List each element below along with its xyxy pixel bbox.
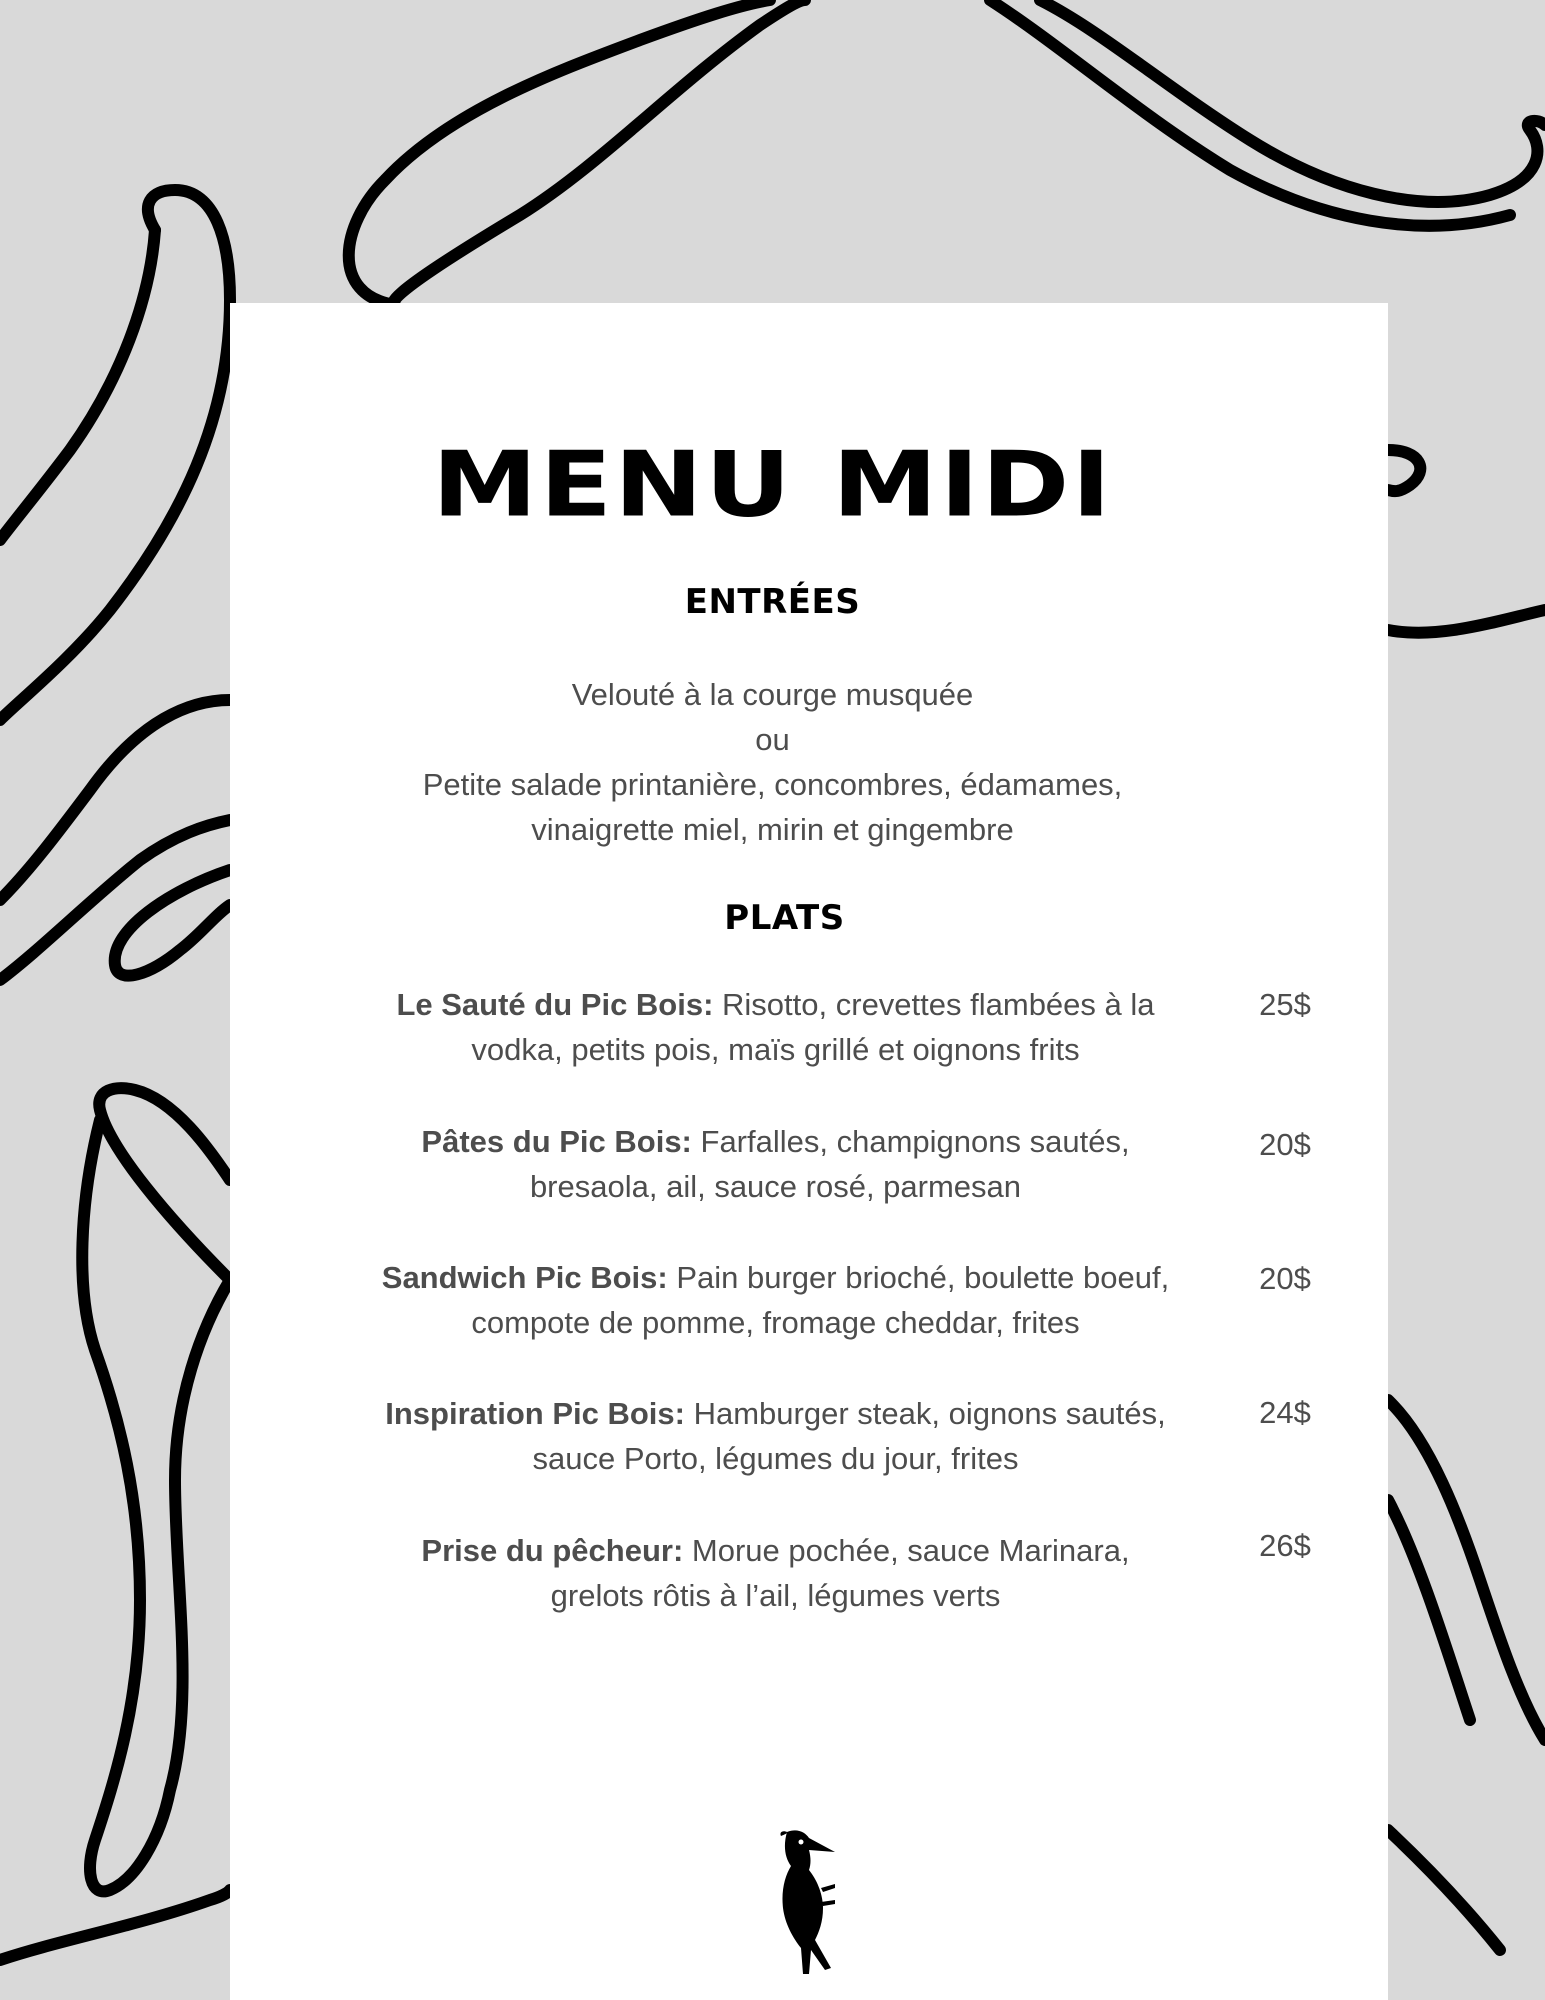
entree-line: Velouté à la courge musquée: [571, 677, 974, 712]
dish-item: [323, 982, 1228, 1072]
dish-line-2: vodka, petits pois, maïs grillé et oignons frits: [471, 1032, 1080, 1067]
plats-heading: PLATS: [724, 898, 845, 938]
dish-name: Prise du pêcheur:: [421, 1533, 684, 1568]
dish-price: 20$: [1259, 1261, 1311, 1296]
dish-name: Sandwich Pic Bois:: [381, 1260, 668, 1295]
entree-line: vinaigrette miel, mirin et gingembre: [531, 812, 1014, 847]
dish-item: [323, 1391, 1228, 1481]
dish-price: 24$: [1259, 1395, 1311, 1430]
dish-line-1: [323, 1119, 1228, 1164]
entree-separator: ou: [755, 722, 790, 757]
dish-price: 25$: [1259, 987, 1311, 1022]
menu-title: MENU MIDI: [431, 431, 1114, 538]
dish-item: [323, 1119, 1228, 1209]
dish-name: Le Sauté du Pic Bois:: [396, 987, 714, 1022]
dish-description: Morue pochée, sauce Marinara,: [683, 1533, 1130, 1568]
dish-price: 20$: [1259, 1127, 1311, 1162]
woodpecker-icon: [777, 1828, 849, 1976]
dish-line-2: sauce Porto, légumes du jour, frites: [532, 1441, 1019, 1476]
dish-line-1: [323, 1391, 1228, 1436]
dish-description: Farfalles, champignons sautés,: [691, 1124, 1130, 1159]
dish-line-1: [323, 982, 1228, 1027]
dish-description: Hamburger steak, oignons sautés,: [684, 1396, 1166, 1431]
dish-description: Risotto, crevettes flambées à la: [713, 987, 1155, 1022]
dish-line-2: compote de pomme, fromage cheddar, frites: [471, 1305, 1080, 1340]
dish-line-2: grelots rôtis à l’ail, légumes verts: [550, 1578, 1001, 1613]
entrees-list: [0, 672, 1545, 852]
dish-line-1: [323, 1528, 1228, 1573]
dish-name: Inspiration Pic Bois:: [385, 1396, 685, 1431]
dish-name: Pâtes du Pic Bois:: [421, 1124, 692, 1159]
dish-line-1: [323, 1255, 1228, 1300]
dish-price: 26$: [1259, 1528, 1311, 1563]
dish-item: [323, 1528, 1228, 1618]
dish-item: [323, 1255, 1228, 1345]
entree-line: Petite salade printanière, concombres, édamames,: [422, 767, 1123, 802]
dish-description: Pain burger brioché, boulette boeuf,: [667, 1260, 1170, 1295]
dish-line-2: bresaola, ail, sauce rosé, parmesan: [529, 1169, 1022, 1204]
entrees-heading: ENTRÉES: [684, 582, 861, 622]
